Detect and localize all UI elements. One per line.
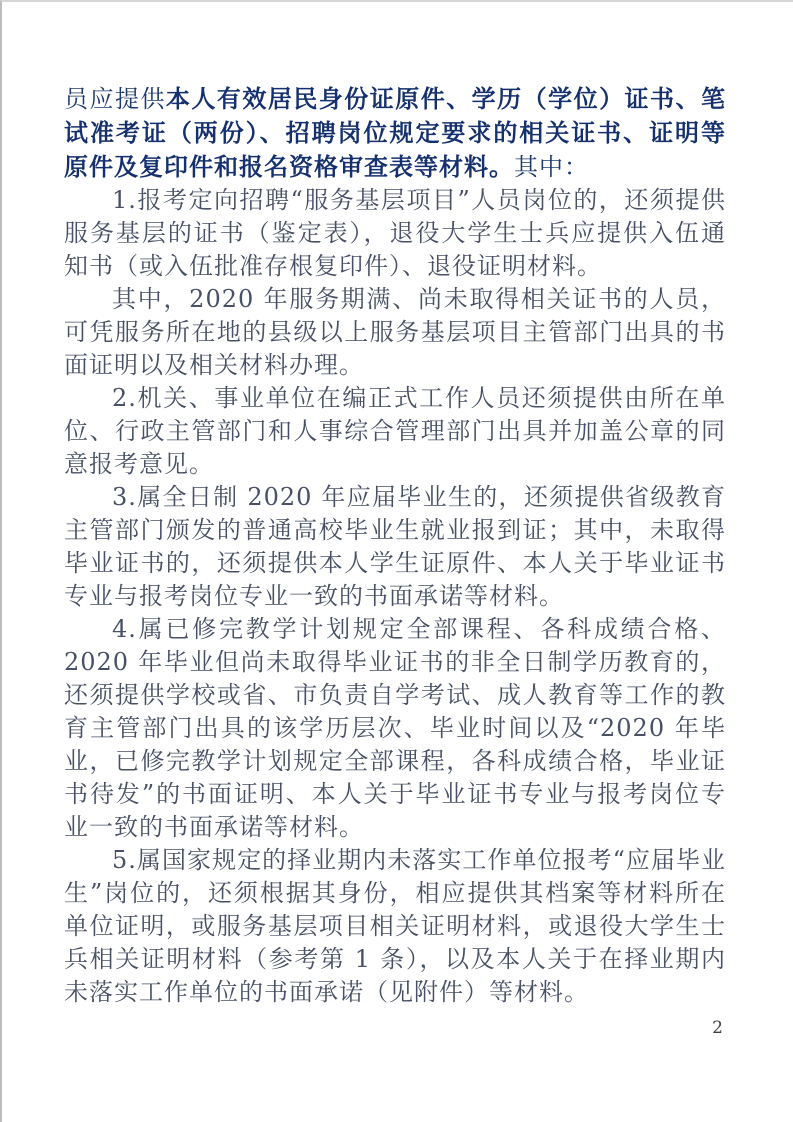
intro-paragraph — [64, 82, 726, 184]
page-number: 2 — [712, 1018, 723, 1038]
paragraph-item-2: 2.机关、事业单位在编正式工作人员还须提供由所在单位、行政主管部门和人事综合管理部门出具并加盖公章的同意报考意见。 — [64, 384, 726, 478]
paragraph-item-5: 5.属国家规定的择业期内未落实工作单位报考“应届毕业生”岗位的，还须根据其身份，相应提供其档案等材料所在单位证明，或服务基层项目相关证明材料，或退役大学生士兵相关证明材料（参考第 1 条），以及本人关于在择业期内未落实工作单位的书面承诺（见附件）等材料。 — [64, 846, 726, 1006]
paragraph-item-3: 3.属全日制 2020 年应届毕业生的，还须提供省级教育主管部门颁发的普通高校毕业生就业报到证；其中，未取得毕业证书的，还须提供本人学生证原件、本人关于毕业证书专业与报考岗位专业一致的书面承诺等材料。 — [64, 483, 726, 610]
intro-bold-text: 本人有效居民身份证原件、学历（学位）证书、笔试准考证（两份）、招聘岗位规定要求的相关证书、证明等原件及复印件和报名资格审查表等材料。 — [64, 84, 727, 181]
paragraph-item-1: 1.报考定向招聘“服务基层项目”人员岗位的，还须提供服务基层的证书（鉴定表），退役大学生士兵应提供入伍通知书（或入伍批准存根复印件）、退役证明材料。 — [64, 186, 726, 280]
paragraph-item-1-note: 其中，2020 年服务期满、尚未取得相关证书的人员，可凭服务所在地的县级以上服务基层项目主管部门出具的书面证明以及相关材料办理。 — [64, 285, 726, 379]
intro-suffix-text: 其中： — [514, 153, 589, 181]
intro-prefix-text: 员应提供 — [64, 85, 166, 113]
paragraph-item-4: 4.属已修完教学计划规定全部课程、各科成绩合格、2020 年毕业但尚未取得毕业证书的非全日制学历教育的，还须提供学校或省、市负责自学考试、成人教育等工作的教育主管部门出具的该学历层次、毕业时间以及“2020 年毕业，已修完教学计划规定全部课程，各科成绩合格，毕业证书待发”的书面证明、本人关于毕业证书专业与报考岗位专业一致的书面承诺等材料。 — [64, 615, 726, 841]
document-text-block — [64, 82, 726, 1009]
